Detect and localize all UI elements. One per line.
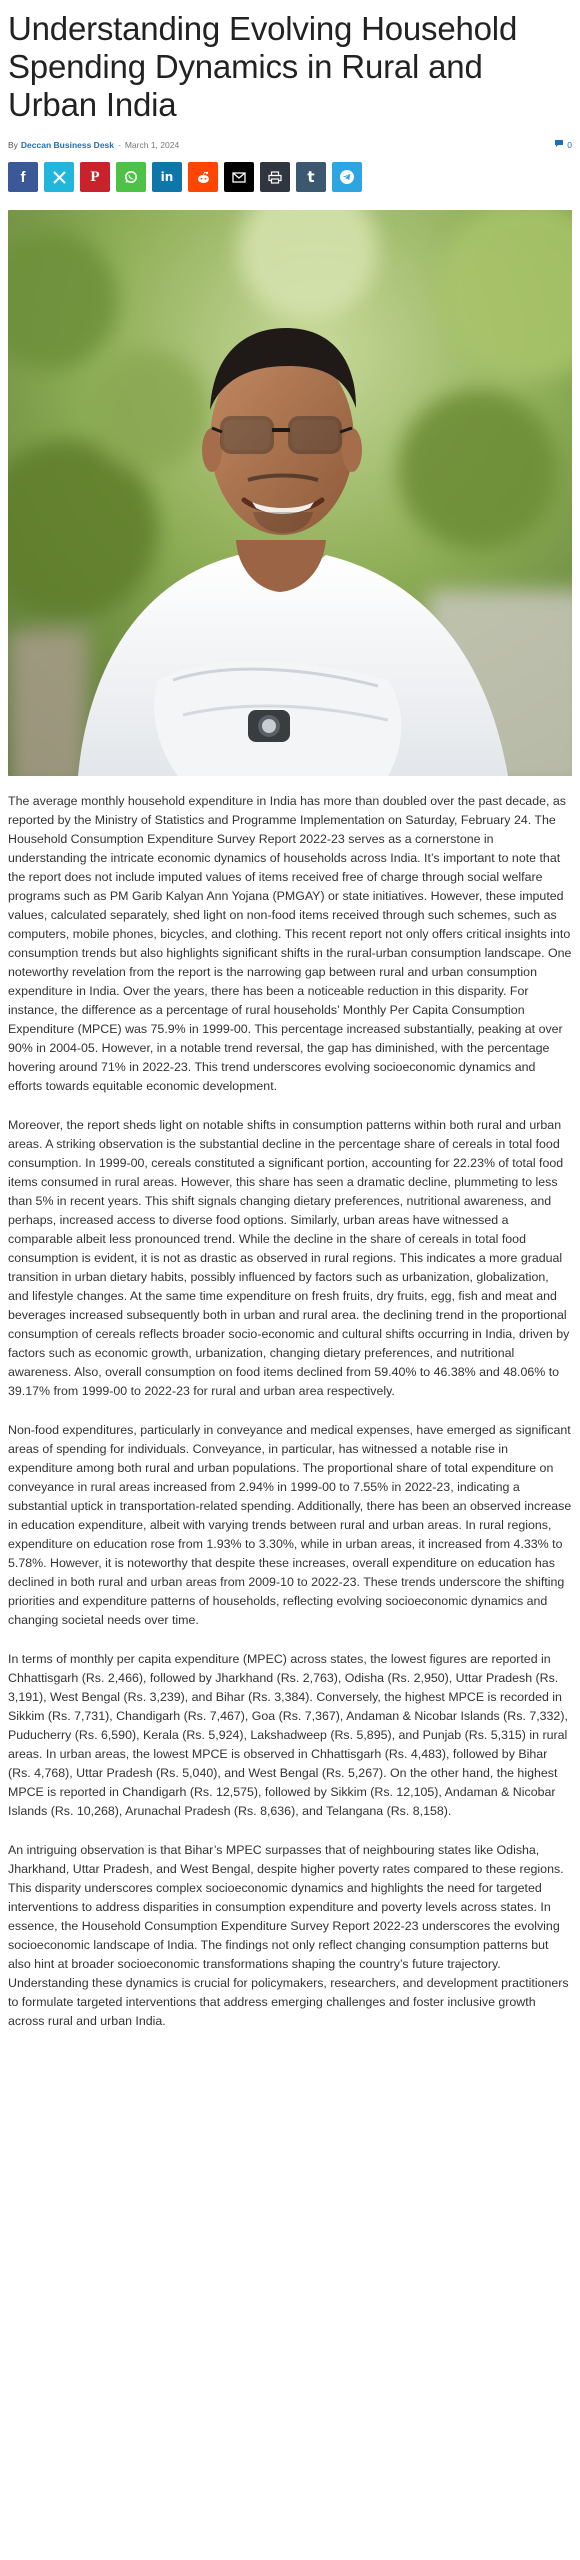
tumblr-icon: t [307, 168, 315, 186]
author-link[interactable]: Deccan Business Desk [20, 140, 114, 150]
article-body [8, 792, 572, 2031]
article-page [8, 0, 572, 2051]
email-icon [232, 172, 246, 183]
print-icon [268, 171, 282, 184]
share-linkedin-button[interactable] [152, 162, 182, 192]
reddit-icon [196, 171, 211, 184]
paragraph-1: The average monthly household expenditure in India has more than doubled over the past decade, as reported by the Ministry of Statistics and Programme Implementation on Saturday, February 24. The Household Consumption Expenditure Survey Report 2022-23 serves as a cornerstone in understanding the intricate economic dynamics of households across India. It’s important to note that the report does not include imputed values of items received free of charge through social welfare programs such as PM Garib Kalyan Ann Yojana (PMGAY) or state initiatives. However, these imputed values, calculated separately, shed light on non-food items received through such schemes, such as computers, mobile phones, bicycles, and clothing. This recent report not only offers critical insights into consumption trends but also highlights significant shifts in the rural-urban consumption landscape. One noteworthy revelation from the report is the narrowing gap between rural and urban consumption expenditure in India. Over the years, there has been a noticeable reduction in this disparity. For instance, the difference as a percentage of rural households’ Monthly Per Capita Consumption Expenditure (MPCE) was 75.9% in 1999-00. This percentage increased substantially, peaking at over 90% in 2004-05. However, in a notable trend reversal, the gap has diminished, with the percentage hovering around 71% in 2022-23. This trend underscores evolving socioeconomic dynamics and efforts towards equitable economic development. [8, 794, 572, 1093]
share-email-button[interactable] [224, 162, 254, 192]
byline-prefix: By [8, 140, 18, 150]
meta-separator: - [118, 140, 121, 150]
paragraph-3: Non-food expenditures, particularly in conveyance and medical expenses, have emerged as significant areas of spending for individuals. Conveyance, in particular, has witnessed a notable rise in expenditure among both rural and urban populations. The proportional share of total expenditure on conveyance in rural areas increased from 2.94% in 1999-00 to 7.55% in 2022-23, indicating a substantial uptick in transportation-related spending. Additionally, there has been an observed increase in education expenditure, albeit with varying trends between rural and urban areas. In rural regions, expenditure on education rose from 1.93% to 3.30%, while in urban areas, it increased from 4.33% to 5.78%. However, it is noteworthy that despite these increases, overall expenditure on education has declined in both rural and urban areas from 2009-10 to 2022-23. These trends underscore the shifting priorities and expenditure patterns of households, reflecting evolving socioeconomic dynamics and changing societal needs over time. [8, 1423, 572, 1627]
article-meta [8, 138, 572, 152]
share-whatsapp-button[interactable] [116, 162, 146, 192]
whatsapp-icon [124, 170, 138, 184]
share-x-button[interactable] [44, 162, 74, 192]
x-icon [53, 171, 66, 184]
telegram-icon [339, 169, 355, 185]
share-tumblr-button[interactable] [296, 162, 326, 192]
paragraph-2: Moreover, the report sheds light on notable shifts in consumption patterns within both rural and urban areas. A striking observation is the substantial decline in the percentage share of cereals in total food consumption. In 1999-00, cereals constituted a significant portion, accounting for 22.23% of total food items consumed in rural areas. However, this share has seen a dramatic decline, plummeting to less than 5% in recent years. This shift signals changing dietary preferences, nutritional awareness, and perhaps, increased access to diverse food options. Similarly, urban areas have witnessed a comparable albeit less pronounced trend. While the decline in the share of cereals in total food consumption is evident, it is not as drastic as observed in rural regions. This indicates a more gradual transition in urban dietary habits, possibly influenced by factors such as urbanization, globalization, and lifestyle changes. At the same time expenditure on fresh fruits, dry fruits, egg, fish and meat and beverages increased subsequently both in urban and rural area. the declining trend in the proportional consumption of cereals reflects broader socio-economic and cultural shifts occurring in India, driven by factors such as economic growth, urbanization, changing dietary preferences, and nutritional awareness. Also, overall consumption on food items declined from 59.40% to 46.38% and 48.06% to 39.17% from 1999-00 to 2022-23 for rural and urban area respectively. [8, 1118, 570, 1398]
facebook-icon: f [20, 168, 26, 186]
article-title: Understanding Evolving Household Spending Dynamics in Rural and Urban India [8, 10, 518, 123]
article-photo [8, 210, 572, 776]
share-reddit-button[interactable] [188, 162, 218, 192]
share-facebook-button[interactable] [8, 162, 38, 192]
share-telegram-button[interactable] [332, 162, 362, 192]
share-bar [8, 162, 572, 192]
linkedin-icon: in [160, 170, 174, 184]
comment-count: 0 [567, 140, 572, 150]
share-print-button[interactable] [260, 162, 290, 192]
comments-link[interactable] [554, 138, 572, 152]
paragraph-4: In terms of monthly per capita expenditure (MPEC) across states, the lowest figures are reported in Chhattisgarh (Rs. 2,466), followed by Jharkhand (Rs. 2,763), Odisha (Rs. 2,950), Uttar Pradesh (Rs. 3,191), West Bengal (Rs. 3,239), and Bihar (Rs. 3,384). Conversely, the highest MPCE is recorded in Sikkim (Rs. 7,731), Chandigarh (Rs. 7,467), Goa (Rs. 7,367), Andaman & Nicobar Islands (Rs. 7,332), Puducherry (Rs. 6,590), Kerala (Rs. 5,924), Lakshadweep (Rs. 5,895), and Punjab (Rs. 5,315) in rural areas. In urban areas, the lowest MPCE is observed in Chhattisgarh (Rs. 4,483), followed by Bihar (Rs. 4,768), Uttar Pradesh (Rs. 5,040), and West Bengal (Rs. 5,267). On the other hand, the highest MPCE is reported in Chandigarh (Rs. 12,575), followed by Sikkim (Rs. 12,105), Andaman & Nicobar Islands (Rs. 10,268), Arunachal Pradesh (Rs. 8,636), and Telangana (Rs. 8,158). [8, 1652, 568, 1818]
comment-icon [554, 138, 564, 152]
publish-date: March 1, 2024 [124, 140, 180, 150]
paragraph-5: An intriguing observation is that Bihar’s MPEC surpasses that of neighbouring states like Odisha, Jharkhand, Uttar Pradesh, and West Bengal, despite higher poverty rates compared to these regions. This disparity underscores complex socioeconomic dynamics and highlights the need for targeted interventions to address disparities in consumption expenditure and poverty levels across states. In essence, the Household Consumption Expenditure Survey Report 2022-23 underscores the evolving socioeconomic landscape of India. The findings not only reflect changing consumption patterns but also hint at broader socioeconomic transformations shaping the country’s future trajectory. Understanding these dynamics is crucial for policymakers, researchers, and development practitioners to formulate targeted interventions that address emerging challenges and foster inclusive growth across rural and urban India. [8, 1843, 569, 2028]
pinterest-icon: P [90, 168, 100, 185]
share-pinterest-button[interactable] [80, 162, 110, 192]
